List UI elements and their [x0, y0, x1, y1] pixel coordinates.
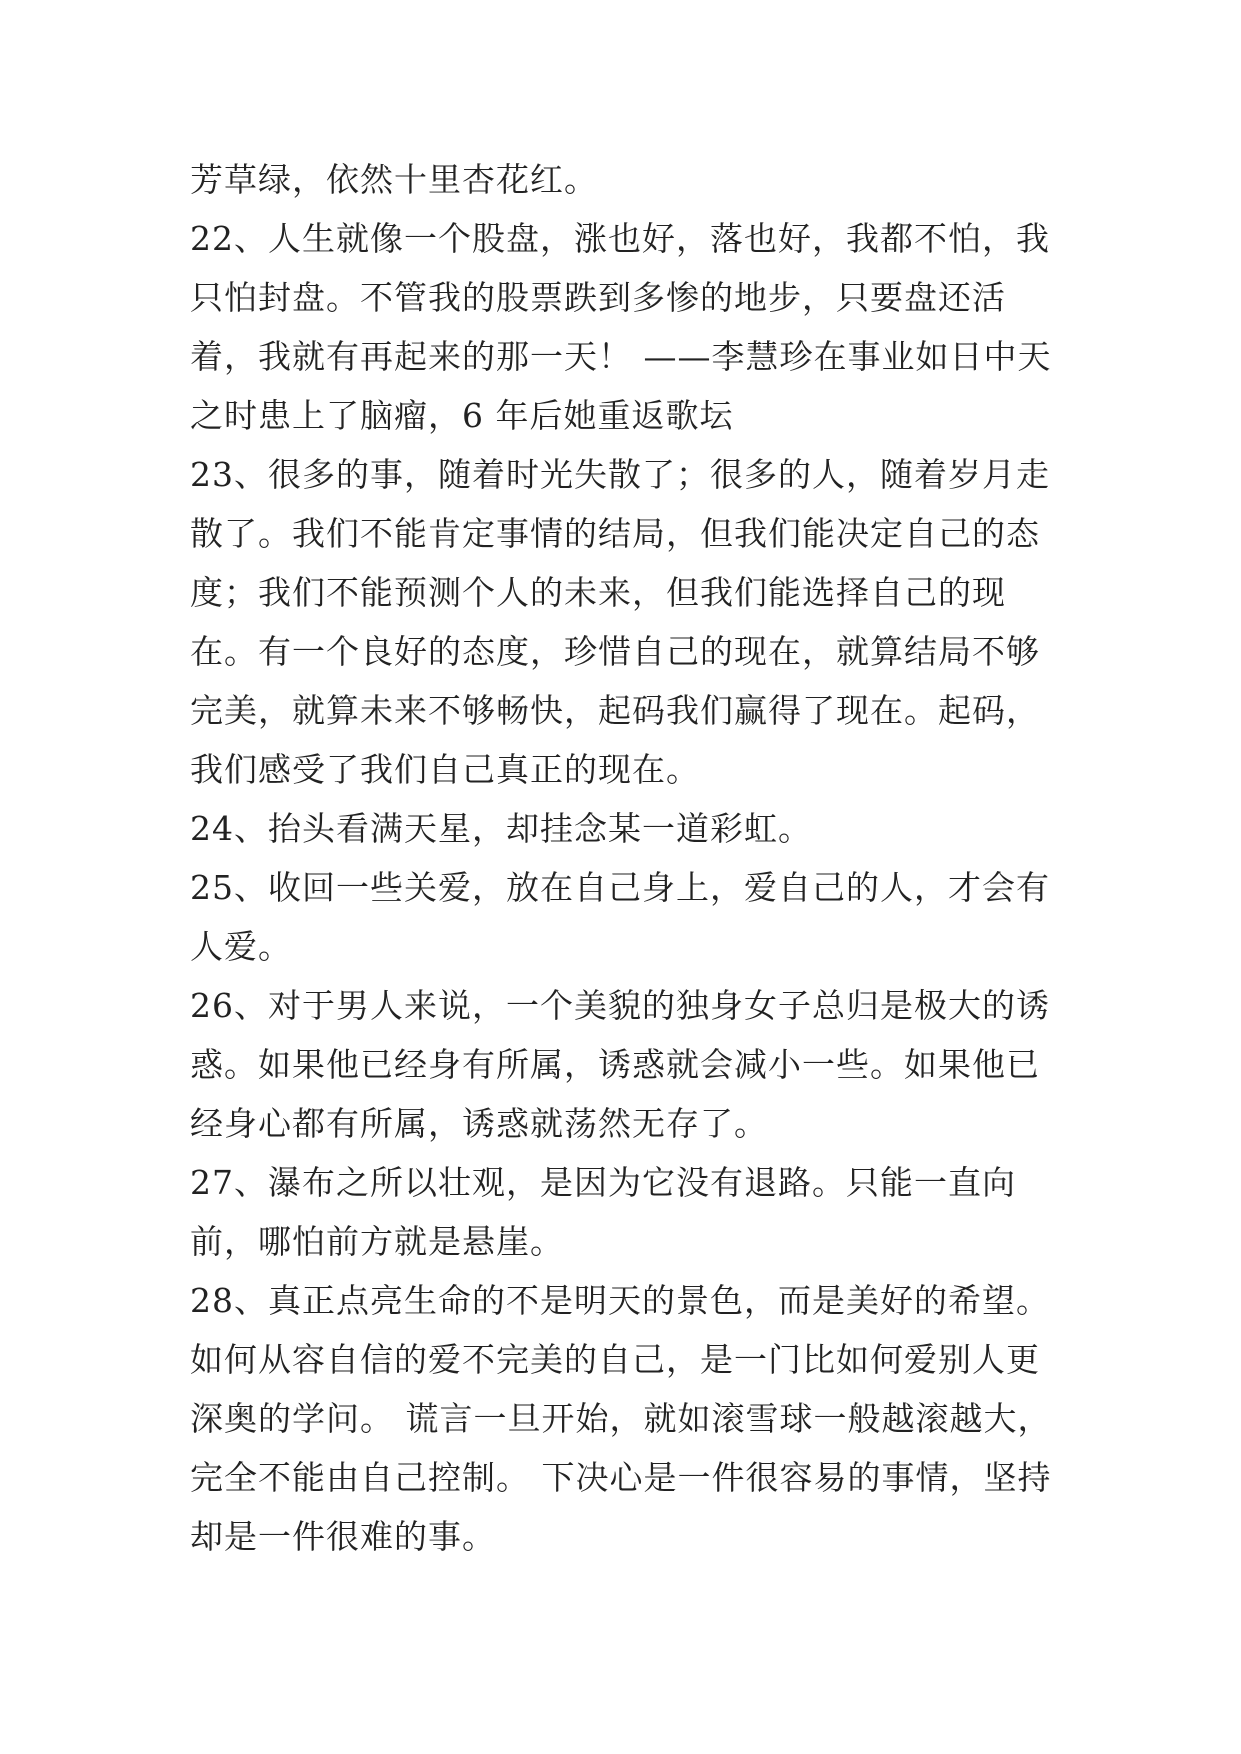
- paragraph-25: 25、收回一些关爱，放在自己身上，爱自己的人，才会有人爱。: [190, 868, 1050, 966]
- paragraph-28: 28、真正点亮生命的不是明天的景色，而是美好的希望。如何从容自信的爱不完美的自己，是一门比如何爱别人更深奥的学问。 谎言一旦开始，就如滚雪球一般越滚越大，完全不能由自己控制。 下决心是一件很容易的事情，坚持却是一件很难的事。: [190, 1281, 1052, 1556]
- document-body: [190, 150, 1070, 1566]
- paragraph-continuation: 芳草绿，依然十里杏花红。: [190, 160, 598, 199]
- paragraph-23: 23、很多的事，随着时光失散了；很多的人，随着岁月走散了。我们不能肯定事情的结局，但我们能决定自己的态度；我们不能预测个人的未来，但我们能选择自己的现在。有一个良好的态度，珍惜自己的现在，就算结局不够完美，就算未来不够畅快，起码我们赢得了现在。起码，我们感受了我们自己真正的现在。: [190, 455, 1050, 789]
- paragraph-24: 24、抬头看满天星，却挂念某一道彩虹。: [190, 809, 812, 848]
- paragraph-26: 26、对于男人来说，一个美貌的独身女子总归是极大的诱惑。如果他已经身有所属，诱惑就会减小一些。如果他已经身心都有所属，诱惑就荡然无存了。: [190, 986, 1050, 1143]
- paragraph-27: 27、瀑布之所以壮观，是因为它没有退路。只能一直向前，哪怕前方就是悬崖。: [190, 1163, 1016, 1261]
- paragraph-22: 22、人生就像一个股盘，涨也好，落也好，我都不怕，我只怕封盘。不管我的股票跌到多惨的地步，只要盘还活着，我就有再起来的那一天！ ——李慧珍在事业如日中天之时患上了脑瘤，6 年后她重返歌坛: [190, 219, 1052, 435]
